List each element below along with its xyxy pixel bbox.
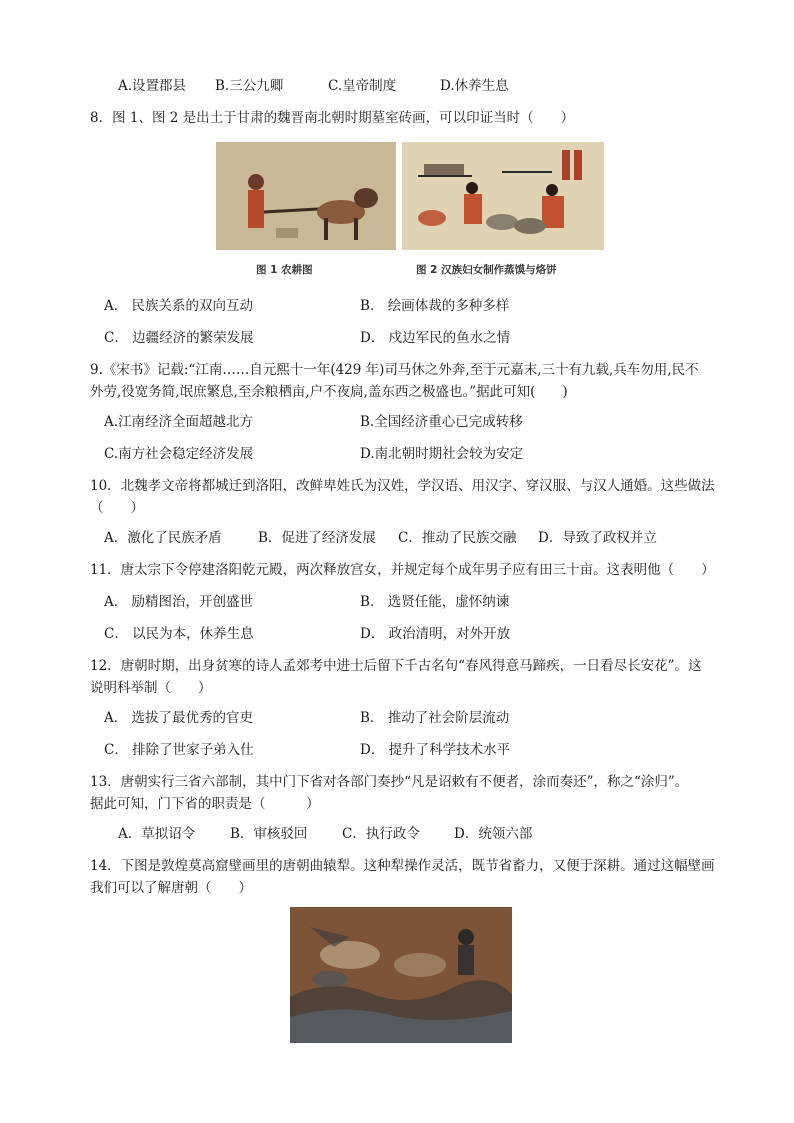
q7-option-a: A.设置郡县 bbox=[118, 78, 187, 94]
q13-option-a: A．草拟诏令 bbox=[118, 826, 196, 842]
q12-option-d: D． 提升了科学技术水平 bbox=[360, 742, 511, 758]
q8-stem: 8．图 1、图 2 是出土于甘肃的魏晋南北朝时期墓室砖画，可以印证当时（ ） bbox=[90, 110, 575, 126]
q9-option-d: D.南北朝时期社会较为安定 bbox=[360, 446, 524, 462]
q12-option-a: A． 选拔了最优秀的官吏 bbox=[104, 710, 254, 726]
q7-option-b: B.三公九卿 bbox=[215, 78, 284, 94]
fig1-caption: 图 1 农耕图 bbox=[256, 264, 313, 276]
cooking-brick-painting bbox=[402, 142, 604, 250]
q10-option-c: C．推动了民族交融 bbox=[398, 530, 517, 546]
q8-option-a: A． 民族关系的双向互动 bbox=[104, 298, 254, 314]
q14-stem-line1: 14．下图是敦煌莫高窟壁画里的唐朝曲辕犁。这种犁操作灵活，既节省畜力，又便于深耕。通过这幅壁画 bbox=[90, 858, 715, 874]
q13-option-c: C．执行政令 bbox=[342, 826, 420, 842]
q9-option-b: B.全国经济重心已完成转移 bbox=[360, 414, 523, 430]
q13-option-b: B．审核驳回 bbox=[230, 826, 308, 842]
q11-option-d: D． 政治清明，对外开放 bbox=[360, 626, 511, 642]
q14-stem-line2: 我们可以了解唐朝（ ） bbox=[90, 880, 252, 896]
dunhuang-mural bbox=[290, 907, 512, 1043]
mural-image bbox=[290, 907, 512, 1043]
farming-brick-painting bbox=[216, 142, 396, 250]
q11-option-c: C． 以民为本，休养生息 bbox=[104, 626, 254, 642]
q10-option-a: A．激化了民族矛盾 bbox=[104, 530, 222, 546]
q13-stem-line1: 13．唐朝实行三省六部制，其中门下省对各部门奏抄“凡是诏敕有不便者，涂而奏还”，称之“涂归”。 bbox=[90, 774, 689, 790]
q8-option-c: C． 边疆经济的繁荣发展 bbox=[104, 330, 254, 346]
q9-stem-line2: 外劳,役宽务简,氓庶繁息,至余粮栖亩,户不夜扃,盖东西之极盛也。”据此可知( ) bbox=[90, 384, 568, 400]
q7-option-c: C.皇帝制度 bbox=[328, 78, 397, 94]
q13-stem-line2: 据此可知，门下省的职责是（ ） bbox=[90, 796, 320, 812]
q12-option-b: B． 推动了社会阶层流动 bbox=[360, 710, 510, 726]
q10-option-d: D．导致了政权并立 bbox=[538, 530, 657, 546]
q11-option-b: B． 选贤任能，虚怀纳谏 bbox=[360, 594, 510, 610]
q13-option-d: D．统领六部 bbox=[454, 826, 533, 842]
fig2-caption: 图 2 汉族妇女制作蒸馍与烙饼 bbox=[416, 264, 557, 276]
q10-stem-line2: （ ） bbox=[90, 500, 144, 516]
cooking-painting-image bbox=[402, 142, 604, 250]
q7-option-d: D.休养生息 bbox=[440, 78, 509, 94]
q9-option-a: A.江南经济全面超越北方 bbox=[104, 414, 254, 430]
farming-painting-image bbox=[216, 142, 396, 250]
q10-stem-line1: 10．北魏孝文帝将都城迁到洛阳，改鲜卑姓氏为汉姓，学汉语、用汉字、穿汉服、与汉人通婚。这些做法 bbox=[90, 478, 715, 494]
q12-stem-line1: 12．唐朝时期，出身贫寒的诗人孟郊考中进士后留下千古名句“春风得意马蹄疾，一日看尽长安花”。这 bbox=[90, 658, 702, 674]
q9-option-c: C.南方社会稳定经济发展 bbox=[104, 446, 254, 462]
q9-stem-line1: 9.《宋书》记载:“江南……自元熙十一年(429 年)司马休之外奔,至于元嘉末,三十有九载,兵车勿用,民不 bbox=[90, 362, 699, 378]
q10-option-b: B．促进了经济发展 bbox=[258, 530, 376, 546]
q12-stem-line2: 说明科举制（ ） bbox=[90, 680, 212, 696]
q8-option-b: B． 绘画体裁的多种多样 bbox=[360, 298, 510, 314]
q11-stem: 11．唐太宗下令停建洛阳乾元殿，两次释放宫女，并规定每个成年男子应有田三十亩。这表明他（ ） bbox=[90, 562, 715, 578]
q11-option-a: A． 励精图治，开创盛世 bbox=[104, 594, 254, 610]
q8-option-d: D． 戍边军民的鱼水之情 bbox=[360, 330, 511, 346]
q12-option-c: C． 排除了世家子弟入仕 bbox=[104, 742, 254, 758]
